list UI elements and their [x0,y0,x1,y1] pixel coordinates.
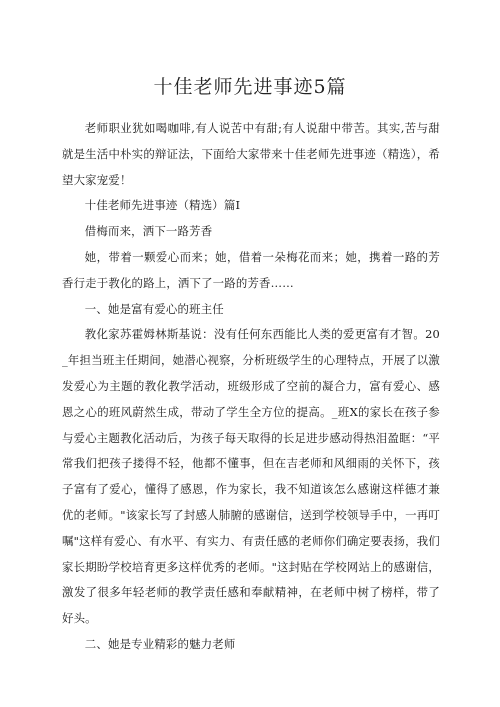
section-heading: 一、她是富有爱心的班主任 [84,301,224,316]
document-title: 十佳老师先进事迹5篇 [153,76,347,98]
document-body [62,116,440,658]
subtitle-line: 借梅而来，洒下一路芳香 [84,224,213,239]
section-heading: 十佳老师先进事迹（精选）篇Ⅰ [84,198,241,213]
body-paragraph: 她，带着一颗爱心而来；她，借着一朵梅花而来；她，携着一路的芳香行走于教化的路上，洒下了一路的芳香…… [62,249,440,290]
section-heading: 二、她是专业精彩的魅力老师 [84,636,236,651]
body-paragraph: 教化家苏霍姆林斯基说：没有任何东西能比人类的爱更富有才智。20_年担当班主任期间，她潜心视察，分析班级学生的心理特点，开展了以激发爱心为主题的教化教学活动，班级形成了空前的凝合力，富有爱心、感恩之心的班风蔚然生成，带动了学生全方位的提高。_班X的家长在孩子参与爱心主题教化活动后，为孩子每天取得的长足进步感动得热泪盈眶：“平常我们把孩子搂得不轻，他都不懂事，但在吉老师和风细雨的关怀下，孩子富有了爱心，懂得了感恩，作为家长，我不知道该怎么感谢这样德才兼优的老师。"该家长写了封感人肺腑的感谢信，送到学校领导手中，一再叮嘱"这样有爱心、有水平、有实力、有责任感的老师你们确定要表扬，我们家长期盼学校培育更多这样优秀的老师。"这封贴在学校网站上的感谢信，激发了很多年轻老师的教学责任感和奉献精神，在老师中树了榜样，带了好头。 [62,327,440,626]
intro-paragraph: 老师职业犹如喝咖啡,有人说苦中有甜;有人说甜中带苦。其实,苦与甜就是生活中朴实的辩证法，下面给大家带来十佳老师先进事迹（精选），希望大家宠爱！ [62,121,440,187]
